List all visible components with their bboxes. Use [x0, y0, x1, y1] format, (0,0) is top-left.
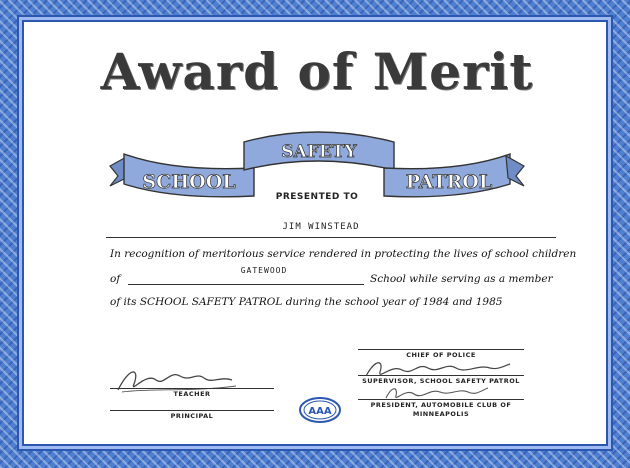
chief-of-police-line — [358, 349, 524, 350]
presented-to-label: PRESENTED TO — [275, 192, 359, 202]
supervisor-line — [358, 375, 524, 376]
banner-left-text: SCHOOL — [142, 171, 236, 193]
recognition-line-1: In recognition of meritorious service rendered in protecting the lives of school children — [110, 248, 577, 260]
school-name: GATEWOOD — [240, 266, 288, 275]
teacher-line — [110, 388, 274, 389]
recipient-line — [106, 237, 556, 238]
recognition-line-3: of its SCHOOL SAFETY PATROL during the school year of 1984 and 1985 — [110, 296, 503, 308]
supervisor-label: SUPERVISOR, SCHOOL SAFETY PATROL — [362, 377, 520, 385]
recognition-line-2-suffix: School while serving as a member — [370, 273, 553, 285]
certificate-title: Award of Merit — [100, 42, 534, 101]
seal-text: AAA — [308, 406, 332, 417]
school-name-line — [128, 284, 364, 285]
banner-right-text: PATROL — [405, 171, 493, 193]
recognition-line-2-prefix: of — [110, 273, 121, 285]
aaa-seal — [299, 397, 341, 423]
principal-label: PRINCIPAL — [170, 412, 214, 420]
chief-of-police-label: CHIEF OF POLICE — [406, 351, 476, 359]
recipient-name: JIM WINSTEAD — [282, 222, 360, 232]
president-line — [358, 399, 524, 400]
banner-center-text: SAFETY — [281, 142, 357, 162]
teacher-label: TEACHER — [173, 390, 211, 398]
president-label-1: PRESIDENT, AUTOMOBILE CLUB OF — [370, 401, 512, 409]
principal-line — [110, 410, 274, 411]
president-label-2: MINNEAPOLIS — [412, 410, 470, 418]
certificate-border — [22, 20, 608, 446]
certificate-panel — [24, 22, 610, 448]
